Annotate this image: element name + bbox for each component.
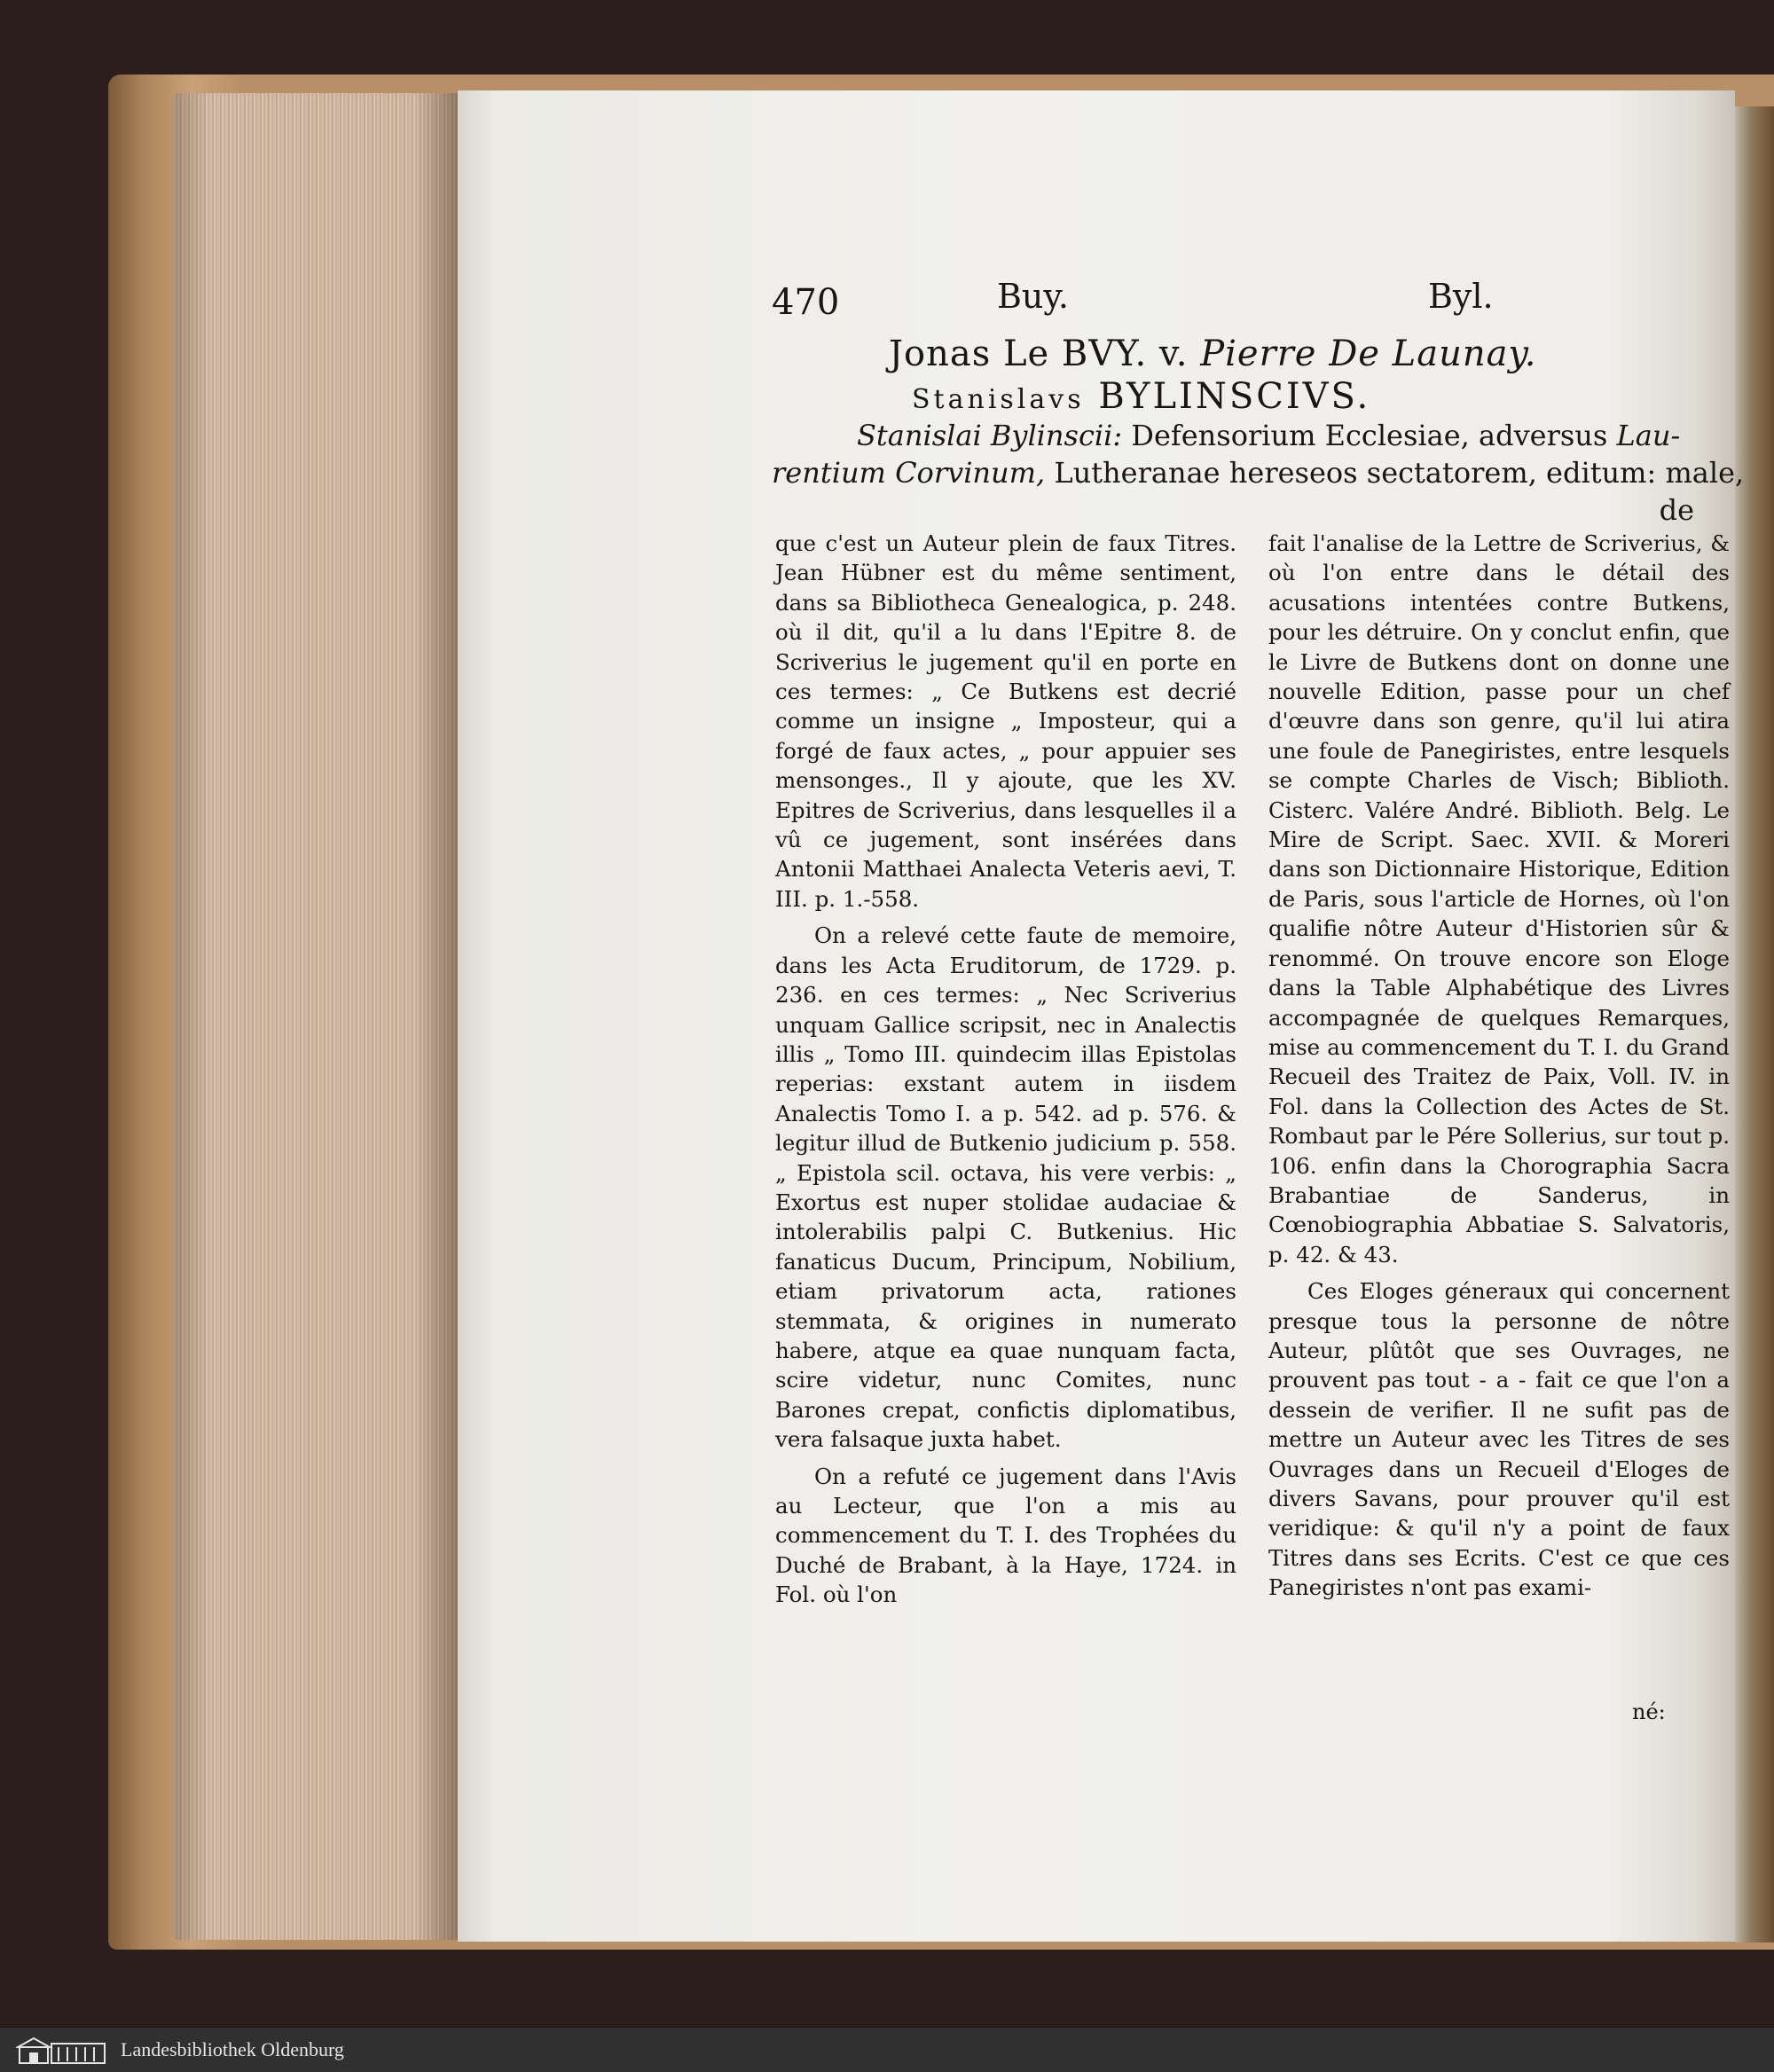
running-head-right: Byl. xyxy=(1428,277,1494,316)
entry-title-stanislaus xyxy=(912,376,1370,417)
column-right xyxy=(1268,529,1730,1610)
paragraph: On a relevé cette faute de memoire, dans les Acta Eruditorum, de 1729. p. 236. en ces termes: „ Nec Scriverius unquam Gallice scripsit, nec in Analectis illis „ Tomo III. quindecim illas Epistolas reperias: exstant autem in iisdem Analectis Tomo I. a p. 542. ad p. 576. & legitur illud de Butkenio judicium p. 558. „ Epistola scil. octava, his vere verbis: „ Exortus est nuper stolidae audaciae & intolerabilis palpi C. Butkenius. Hic fanaticus Ducum, Principum, Nobilium, etiam privatorum acta, rationes stemmata, & origines in numerato habere, atque ea quae nunquam facta, scire videtur, nunc Comites, nunc Barones crepat, confictis diplomatibus, vera falsaque juxta habet. xyxy=(775,922,1236,1453)
heading-text-2: Lutheranae hereseos sectatorem, editum: male, xyxy=(1045,456,1745,490)
running-head-left: Buy. xyxy=(997,277,1069,316)
page-number: 470 xyxy=(772,282,840,323)
library-building-logo-icon xyxy=(16,2035,108,2065)
entry-heading-line-2 xyxy=(772,454,1745,491)
heading-italic-3: rentium Corvinum, xyxy=(772,456,1046,490)
entry-title-name: Jonas Le BVY. xyxy=(889,334,1148,374)
entry-title-jonas xyxy=(889,334,1536,374)
column-left xyxy=(775,529,1236,1617)
entry-title-last: BYLINSCIVS. xyxy=(1098,376,1371,417)
entry-title-first: Stanislavs xyxy=(912,384,1085,415)
entry-title-ref: v. xyxy=(1158,334,1189,374)
paragraph: que c'est un Auteur plein de faux Titres. Jean Hübner est du même sentiment, dans sa Bibliotheca Genealogica, p. 248. où il dit, qu'il a lu dans l'Epitre 8. de Scriverius le jugement qu'il en porte en ces termes: „ Ce Butkens est decrié comme un insigne „ Imposteur, qui a forgé de faux actes, „ pour appuier ses mensonges., Il y ajoute, que les XV. Epitres de Scriverius, dans lesquelles il a vû ce jugement, sont insérées dans Antonii Matthaei Analecta Veteris aevi, T. III. p. 1.-558. xyxy=(775,530,1236,912)
facing-page-edge xyxy=(1735,106,1774,1942)
entry-heading-line-3: de xyxy=(1659,493,1694,527)
page-edges-shading xyxy=(174,93,458,1940)
catchword: né: xyxy=(1632,1699,1666,1724)
paragraph: Ces Eloges géneraux qui concernent presque tous la personne de nôtre Auteur, plûtôt que ses Ouvrages, ne prouvent pas tout - a - fait ce que l'on a dessein de verifier. Il ne sufit pas de mettre un Auteur avec les Titres de ses Ouvrages dans un Recueil d'Eloges de divers Savans, pour prouver qu'il est veridique: & qu'il n'y a point de faux Titres dans ses Ecrits. C'est ce que ces Panegiristes n'ont pas exami- xyxy=(1268,1278,1730,1601)
footer-library-name: Landesbibliothek Oldenburg xyxy=(121,2038,344,2060)
heading-italic-1: Stanislai Bylinscii: xyxy=(857,419,1123,452)
entry-heading xyxy=(772,417,1745,529)
entry-title-ref-name: Pierre De Launay. xyxy=(1200,334,1537,374)
footer-bar xyxy=(0,2027,1774,2072)
heading-text-1: Defensorium Ecclesiae, adversus xyxy=(1122,419,1617,452)
paragraph: On a refuté ce jugement dans l'Avis au Lecteur, que l'on a mis au commencement du T. I. des Trophées du Duché de Brabant, à la Haye, 1724. in Fol. où l'on xyxy=(775,1463,1236,1608)
heading-italic-2: Lau- xyxy=(1616,419,1681,452)
paragraph: fait l'analise de la Lettre de Scriverius, & où l'on entre dans le détail des acusations intentées contre Butkens, pour les détruire. On y conclut enfin, que le Livre de Butkens dont on donne une nouvelle Edition, passe pour un chef d'œuvre dans son genre, qu'il lui atira une foule de Panegiristes, entre lesquels se compte Charles de Visch; Biblioth. Cisterc. Valére André. Biblioth. Belg. Le Mire de Script. Saec. XVII. & Moreri dans son Dictionnaire Historique, Edition de Paris, sous l'article de Hornes, où l'on qualifie nôtre Auteur d'Historien sûr & renommé. On trouve encore son Eloge dans la Table Alphabétique des Livres accompagnée de quelques Remarques, mise au commencement du T. I. du Grand Recueil des Traitez de Paix, Voll. IV. in Fol. dans la Collection des Actes de St. Rombaut par le Pére Sollerius, sur tout p. 106. enfin dans la Chorographia Sacra Brabantiae de Sanderus, in Cœnobiographia Abbatiae S. Salvatoris, p. 42. & 43. xyxy=(1268,530,1730,1268)
entry-heading-line-1 xyxy=(772,417,1694,454)
